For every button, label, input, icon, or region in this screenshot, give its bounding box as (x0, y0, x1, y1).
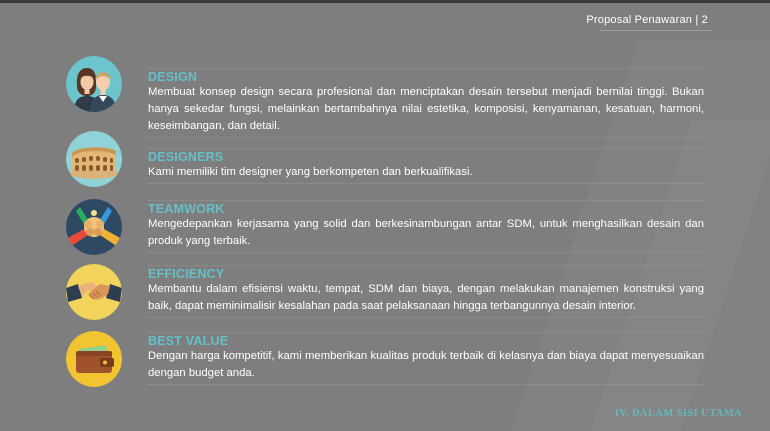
feature-description: Mengedepankan kerjasama yang solid dan berkesinambungan antar SDM, untuk menghasilkan desain dan produk yang terbaik. (148, 218, 704, 247)
feature-text (148, 68, 704, 138)
feature-text (148, 332, 704, 385)
feature-title: DESIGN (148, 70, 198, 84)
footer-section-label: IV. DALAM SISI UTAMA (614, 408, 742, 419)
wallet-icon (66, 331, 122, 387)
feature-description: Kami memiliki tim designer yang berkompeten dan berkualifikasi. (148, 166, 473, 178)
people-icon (66, 56, 122, 112)
feature-text (148, 148, 704, 184)
feature-text (148, 265, 704, 318)
feature-title: DESIGNERS (148, 150, 224, 164)
hands-together-icon (66, 199, 122, 255)
feature-description: Membantu dalam efisiensi waktu, tempat, SDM dan biaya, dengan melakukan manajemen konstruksi yang baik, dapat meminimalisir kesalahan pada saat pelaksanaan hingga terbangunnya desain interior. (148, 283, 704, 312)
header-title: Proposal Penawaran | 2 (586, 14, 708, 26)
handshake-icon (66, 264, 122, 320)
colosseum-icon (66, 131, 122, 187)
top-border (0, 0, 770, 3)
feature-title: BEST VALUE (148, 334, 229, 348)
feature-title: TEAMWORK (148, 202, 225, 216)
feature-text (148, 200, 704, 253)
feature-description: Dengan harga kompetitif, kami memberikan kualitas produk terbaik di kelasnya dan biaya dapat menyesuaikan dengan budget anda. (148, 350, 704, 379)
feature-title: EFFICIENCY (148, 267, 225, 281)
header-divider (600, 30, 712, 31)
feature-description: Membuat konsep design secara profesional dan menciptakan desain tersebut menjadi bernilai tinggi. Bukan hanya sekedar fungsi, melainkan bertambahnya nilai estetika, komposisi, kenyamanan, kesatuan, harmoni, keseimbangan, dan detail. (148, 86, 704, 132)
